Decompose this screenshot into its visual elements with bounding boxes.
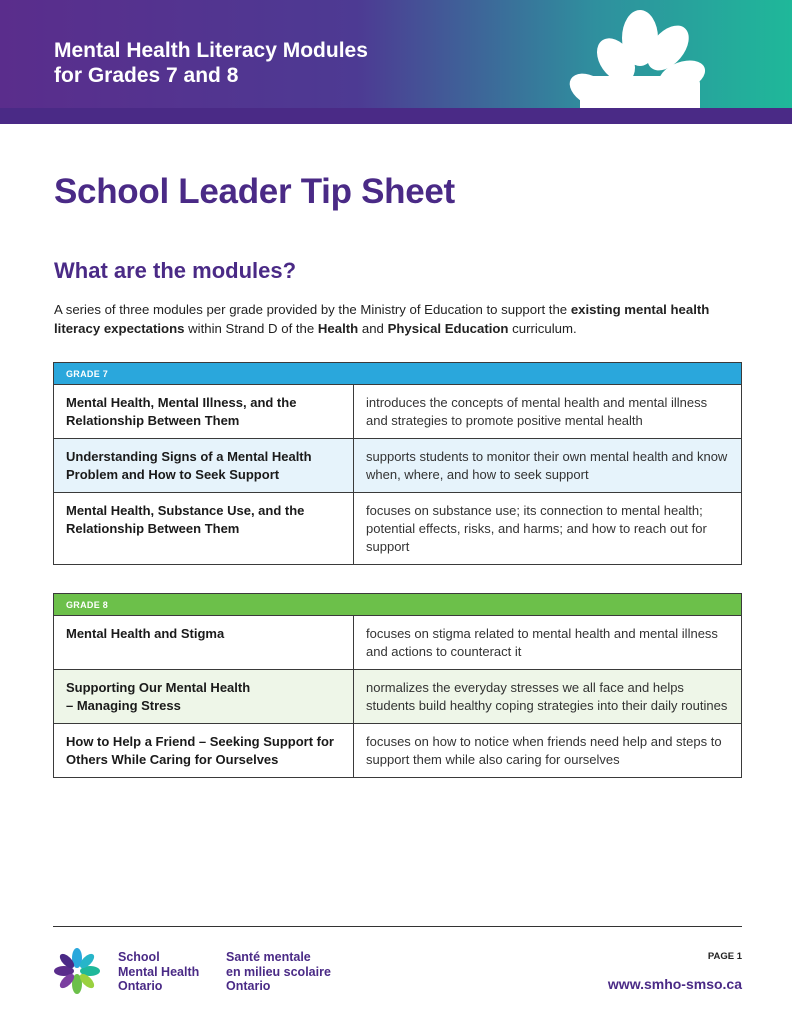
header-title-line2: for Grades 7 and 8 xyxy=(54,64,239,87)
module-description: focuses on stigma related to mental health and mental illness and actions to counteract it xyxy=(354,616,742,670)
flower-graphic xyxy=(560,0,760,108)
header-title-line1: Mental Health Literacy Modules xyxy=(54,39,368,62)
table-row xyxy=(54,724,742,778)
header-strip xyxy=(0,108,792,124)
logo-text-en: School Mental Health Ontario xyxy=(118,950,200,993)
module-description: introduces the concepts of mental health and mental illness and strategies to promote positive mental health xyxy=(354,385,742,439)
module-name-line1: Supporting Our Mental Health xyxy=(66,680,251,695)
table-row xyxy=(54,493,742,565)
module-name: Mental Health and Stigma xyxy=(54,616,354,670)
intro-paragraph xyxy=(54,300,744,338)
logo-text-fr: Santé mentale en milieu scolaire Ontario xyxy=(226,950,331,993)
intro-bold-2: Health xyxy=(317,321,359,336)
footer-divider xyxy=(53,926,742,927)
module-description: focuses on how to notice when friends need help and steps to support them while also caring for ourselves xyxy=(354,724,742,778)
intro-text-4: curriculum. xyxy=(508,321,577,336)
intro-text-3: and xyxy=(358,321,388,336)
smho-logo-icon xyxy=(54,948,100,994)
module-name-line2: – Managing Stress xyxy=(66,698,181,713)
grade7-header: GRADE 7 xyxy=(54,363,742,385)
module-name: Mental Health, Mental Illness, and the Relationship Between Them xyxy=(54,385,354,439)
intro-text-2: within Strand D of the xyxy=(184,321,318,336)
website-link[interactable]: www.smho-smso.ca xyxy=(607,976,742,992)
table-row xyxy=(54,439,742,493)
header-banner xyxy=(0,0,792,108)
module-name: Mental Health, Substance Use, and the Relationship Between Them xyxy=(54,493,354,565)
header-title xyxy=(54,38,368,88)
module-name xyxy=(54,670,354,724)
page-title: School Leader Tip Sheet xyxy=(54,172,455,211)
grade8-table xyxy=(53,593,742,778)
intro-bold-1: existing mental health literacy expectations xyxy=(54,302,710,336)
module-name: How to Help a Friend – Seeking Support for Others While Caring for Ourselves xyxy=(54,724,354,778)
page-number: PAGE 1 xyxy=(707,951,742,962)
module-description: focuses on substance use; its connection to mental health; potential effects, risks, and harms; and how to reach out for support xyxy=(354,493,742,565)
intro-text-1: A series of three modules per grade provided by the Ministry of Education to support the xyxy=(54,302,571,317)
grade7-table xyxy=(53,362,742,565)
module-name: Understanding Signs of a Mental Health Problem and How to Seek Support xyxy=(54,439,354,493)
module-description: normalizes the everyday stresses we all face and helps students build healthy coping strategies into their daily routines xyxy=(354,670,742,724)
table-row xyxy=(54,670,742,724)
module-description: supports students to monitor their own mental health and know when, where, and how to seek support xyxy=(354,439,742,493)
grade8-header: GRADE 8 xyxy=(54,594,742,616)
table-row xyxy=(54,385,742,439)
section-title: What are the modules? xyxy=(54,258,297,283)
table-row xyxy=(54,616,742,670)
intro-bold-3: Physical Education xyxy=(387,321,509,336)
